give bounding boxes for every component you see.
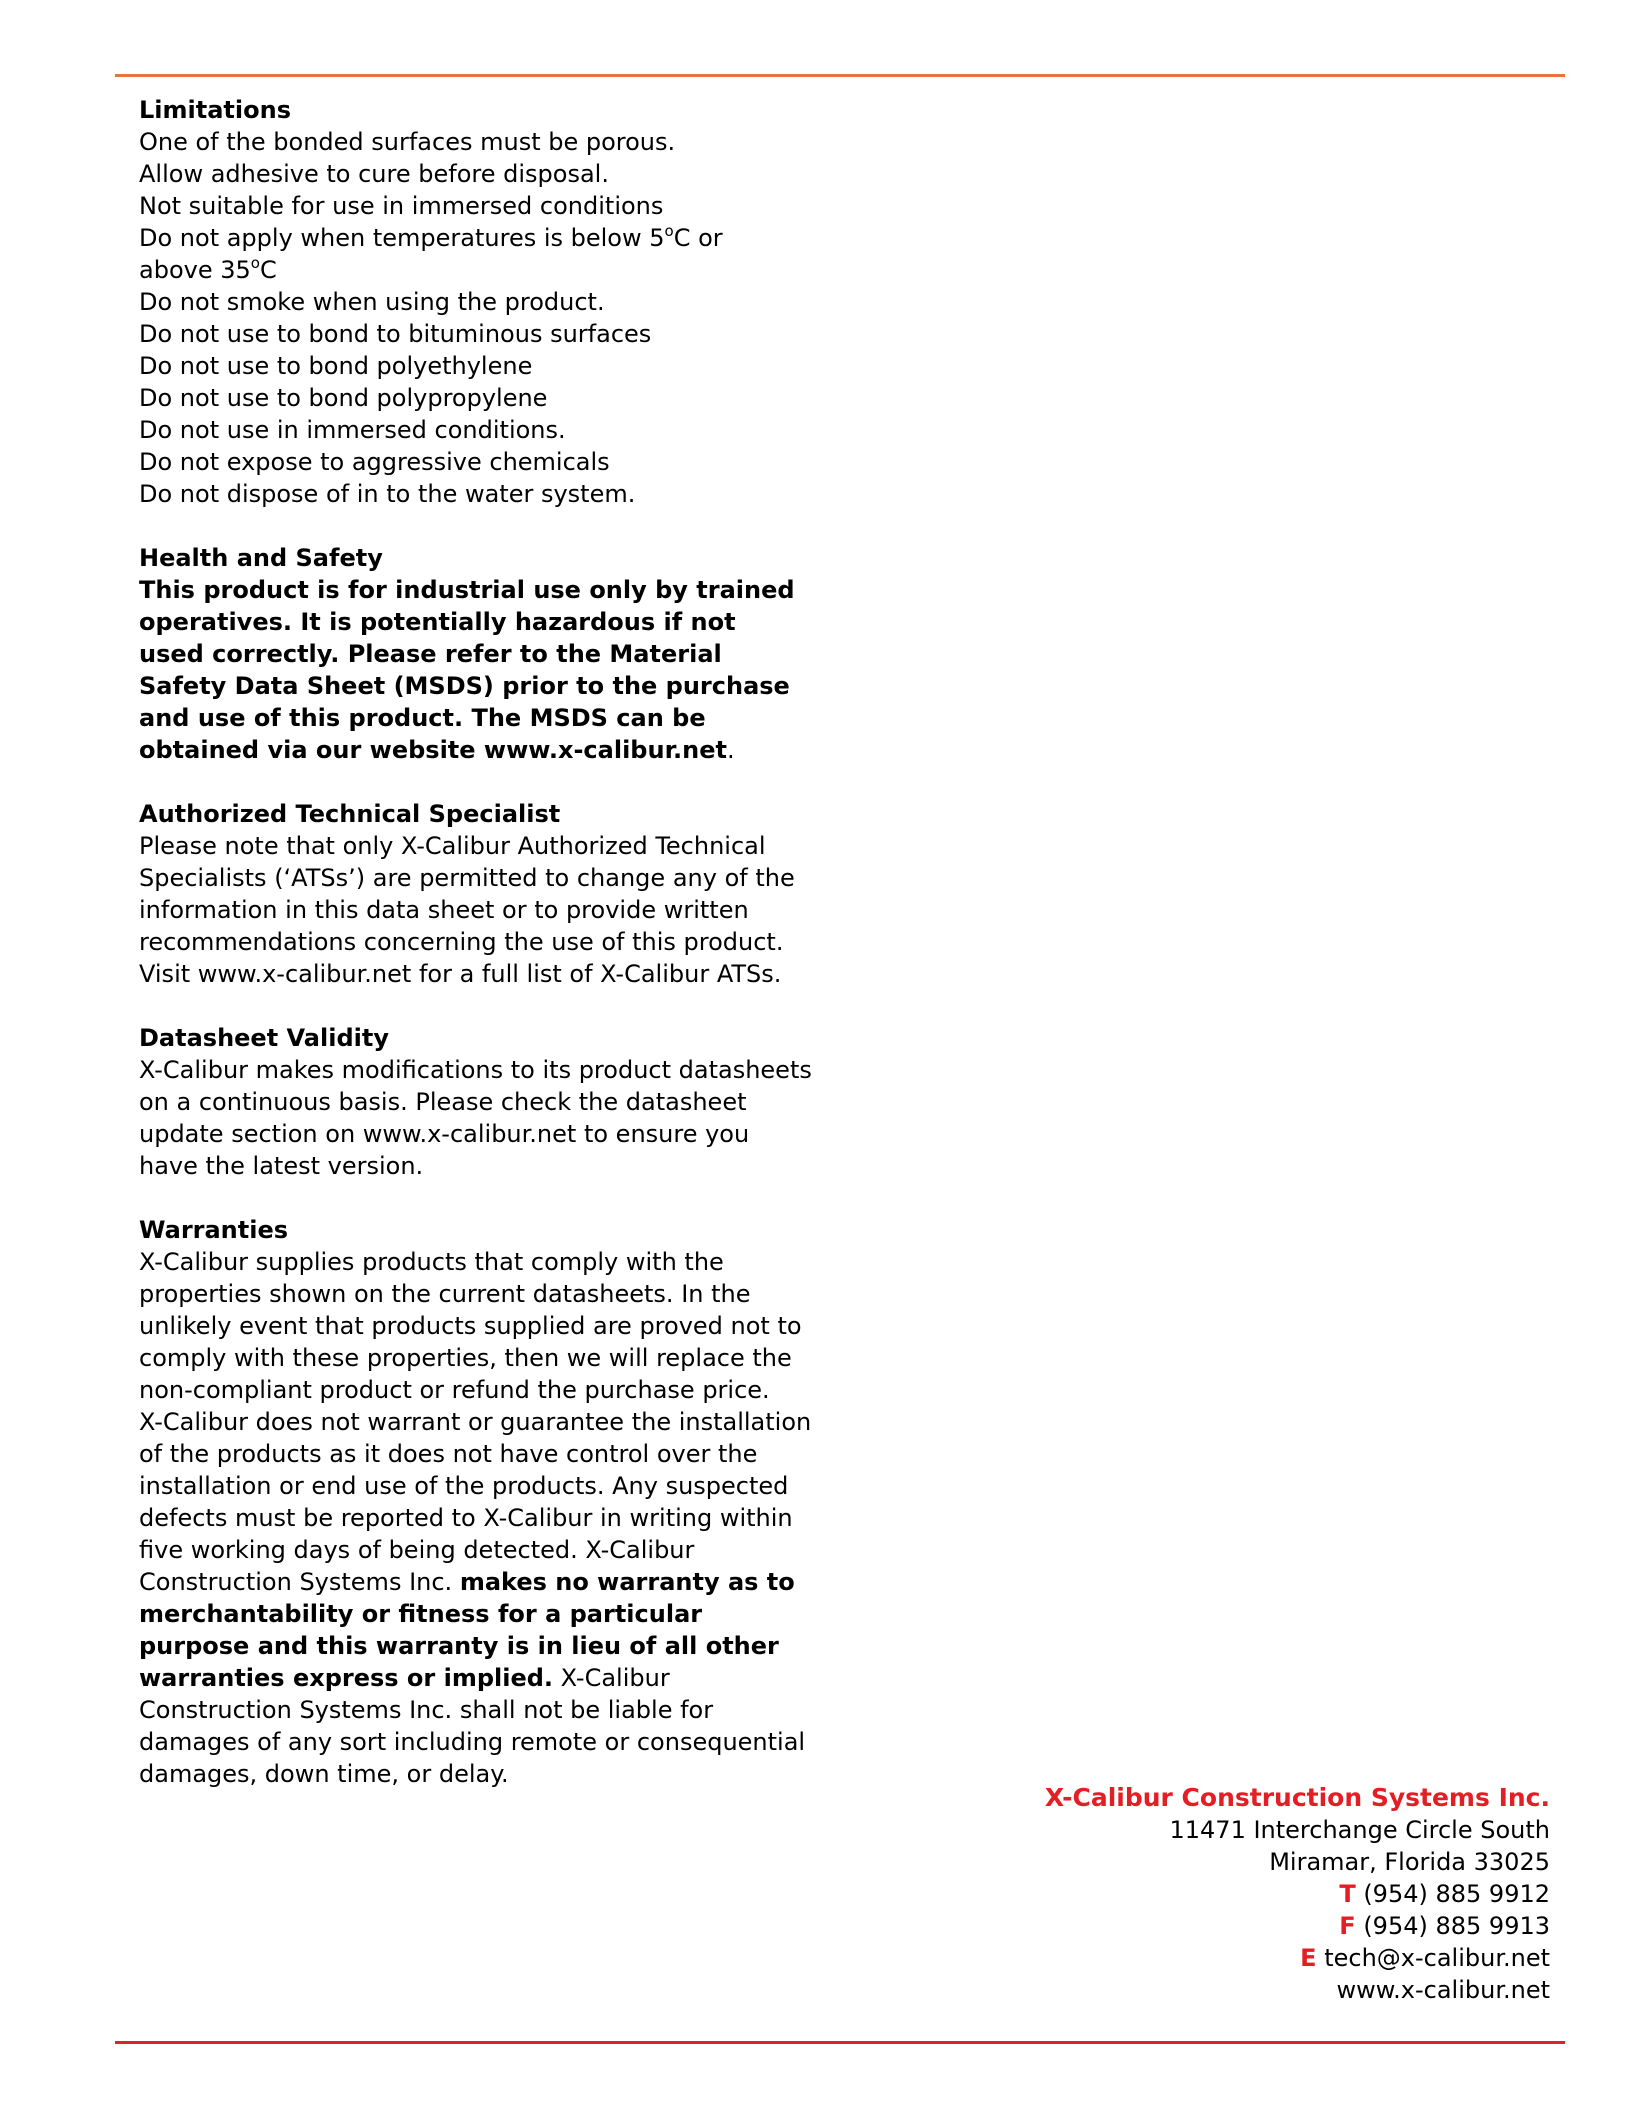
ats-line: information in this data sheet or to provide written xyxy=(139,896,749,924)
ats-line: Specialists (‘ATSs’) are permitted to change any of the xyxy=(139,864,795,892)
fax-line xyxy=(1045,1910,1550,1942)
limitation-item: Allow adhesive to cure before disposal. xyxy=(139,160,609,188)
warranties-line: comply with these properties, then we will replace the xyxy=(139,1344,792,1372)
ats-line: recommendations concerning the use of this product. xyxy=(139,928,784,956)
limitation-item-temperature: Do not apply when temperatures is below 5$^o$C or xyxy=(139,222,723,252)
limitation-item: Do not use to bond polyethylene xyxy=(139,352,533,380)
phone-label: T xyxy=(1339,1880,1356,1908)
warranties-line-mixed: warranties express or implied. X-Calibur xyxy=(139,1664,670,1692)
warranties-heading: Warranties xyxy=(139,1216,289,1244)
warranties-line: damages of any sort including remote or consequential xyxy=(139,1728,806,1756)
main-column xyxy=(139,94,819,1822)
limitation-item: Do not smoke when using the product. xyxy=(139,288,605,316)
warranties-line: defects must be reported to X-Calibur in writing within xyxy=(139,1504,793,1532)
limitations-heading: Limitations xyxy=(139,96,291,124)
health-safety-line: and use of this product. The MSDS can be xyxy=(139,704,706,732)
bottom-divider xyxy=(115,2041,1565,2044)
warranties-line: purpose and this warranty is in lieu of all other xyxy=(139,1632,779,1660)
warranties-line: X-Calibur supplies products that comply with the xyxy=(139,1248,724,1276)
health-safety-line-last: obtained via our website www.x-calibur.net. xyxy=(139,736,735,764)
warranties-line: properties shown on the current datasheets. In the xyxy=(139,1280,751,1308)
warranties-line: damages, down time, or delay. xyxy=(139,1760,509,1788)
warranties-section xyxy=(139,1214,819,1790)
validity-line: update section on www.x-calibur.net to ensure you xyxy=(139,1120,750,1148)
warranties-line: merchantability or fitness for a particular xyxy=(139,1600,703,1628)
health-safety-line: operatives. It is potentially hazardous if not xyxy=(139,608,736,636)
warranties-line: unlikely event that products supplied are proved not to xyxy=(139,1312,802,1340)
health-safety-section xyxy=(139,542,819,766)
validity-line: X-Calibur makes modifications to its product datasheets xyxy=(139,1056,812,1084)
limitation-item: Do not dispose of in to the water system. xyxy=(139,480,636,508)
warranties-line: five working days of being detected. X-Calibur xyxy=(139,1536,695,1564)
ats-heading: Authorized Technical Specialist xyxy=(139,800,561,828)
email-label: E xyxy=(1300,1944,1317,1972)
limitation-item: Do not expose to aggressive chemicals xyxy=(139,448,610,476)
warranties-line: X-Calibur does not warrant or guarantee the installation xyxy=(139,1408,812,1436)
health-safety-line: used correctly. Please refer to the Material xyxy=(139,640,722,668)
company-name: X-Calibur Construction Systems Inc. xyxy=(1044,1783,1550,1812)
city-address: Miramar, Florida 33025 xyxy=(1269,1848,1550,1876)
website: www.x-calibur.net xyxy=(1336,1976,1550,2004)
validity-heading: Datasheet Validity xyxy=(139,1024,389,1052)
warranties-line: of the products as it does not have control over the xyxy=(139,1440,758,1468)
email-line xyxy=(1045,1942,1550,1974)
ats-line: Please note that only X-Calibur Authorized Technical xyxy=(139,832,766,860)
email-address: tech@x-calibur.net xyxy=(1316,1944,1550,1972)
warranties-line: non-compliant product or refund the purchase price. xyxy=(139,1376,770,1404)
top-divider xyxy=(115,74,1565,77)
validity-section xyxy=(139,1022,819,1182)
health-safety-line: This product is for industrial use only by trained xyxy=(139,576,795,604)
ats-line: Visit www.x-calibur.net for a full list of X-Calibur ATSs. xyxy=(139,960,782,988)
limitation-item: Not suitable for use in immersed conditions xyxy=(139,192,664,220)
health-safety-line: Safety Data Sheet (MSDS) prior to the purchase xyxy=(139,672,790,700)
limitation-item-temperature-cont: above 35$^o$C xyxy=(139,254,277,284)
validity-line: on a continuous basis. Please check the datasheet xyxy=(139,1088,747,1116)
limitation-item: Do not use to bond to bituminous surfaces xyxy=(139,320,652,348)
fax-number: (954) 885 9913 xyxy=(1355,1912,1550,1940)
health-safety-heading: Health and Safety xyxy=(139,544,383,572)
limitations-section xyxy=(139,94,819,510)
warranties-line-mixed: Construction Systems Inc. makes no warranty as to xyxy=(139,1568,795,1596)
ats-section xyxy=(139,798,819,990)
phone-line xyxy=(1045,1878,1550,1910)
warranties-line: Construction Systems Inc. shall not be liable for xyxy=(139,1696,714,1724)
limitation-item: Do not use to bond polypropylene xyxy=(139,384,548,412)
street-address: 11471 Interchange Circle South xyxy=(1169,1816,1550,1844)
warranties-line: installation or end use of the products. Any suspected xyxy=(139,1472,789,1500)
limitation-item: One of the bonded surfaces must be porous. xyxy=(139,128,676,156)
fax-label: F xyxy=(1339,1912,1356,1940)
validity-line: have the latest version. xyxy=(139,1152,424,1180)
limitation-item: Do not use in immersed conditions. xyxy=(139,416,566,444)
phone-number: (954) 885 9912 xyxy=(1355,1880,1550,1908)
company-address-block xyxy=(1045,1782,1550,2006)
